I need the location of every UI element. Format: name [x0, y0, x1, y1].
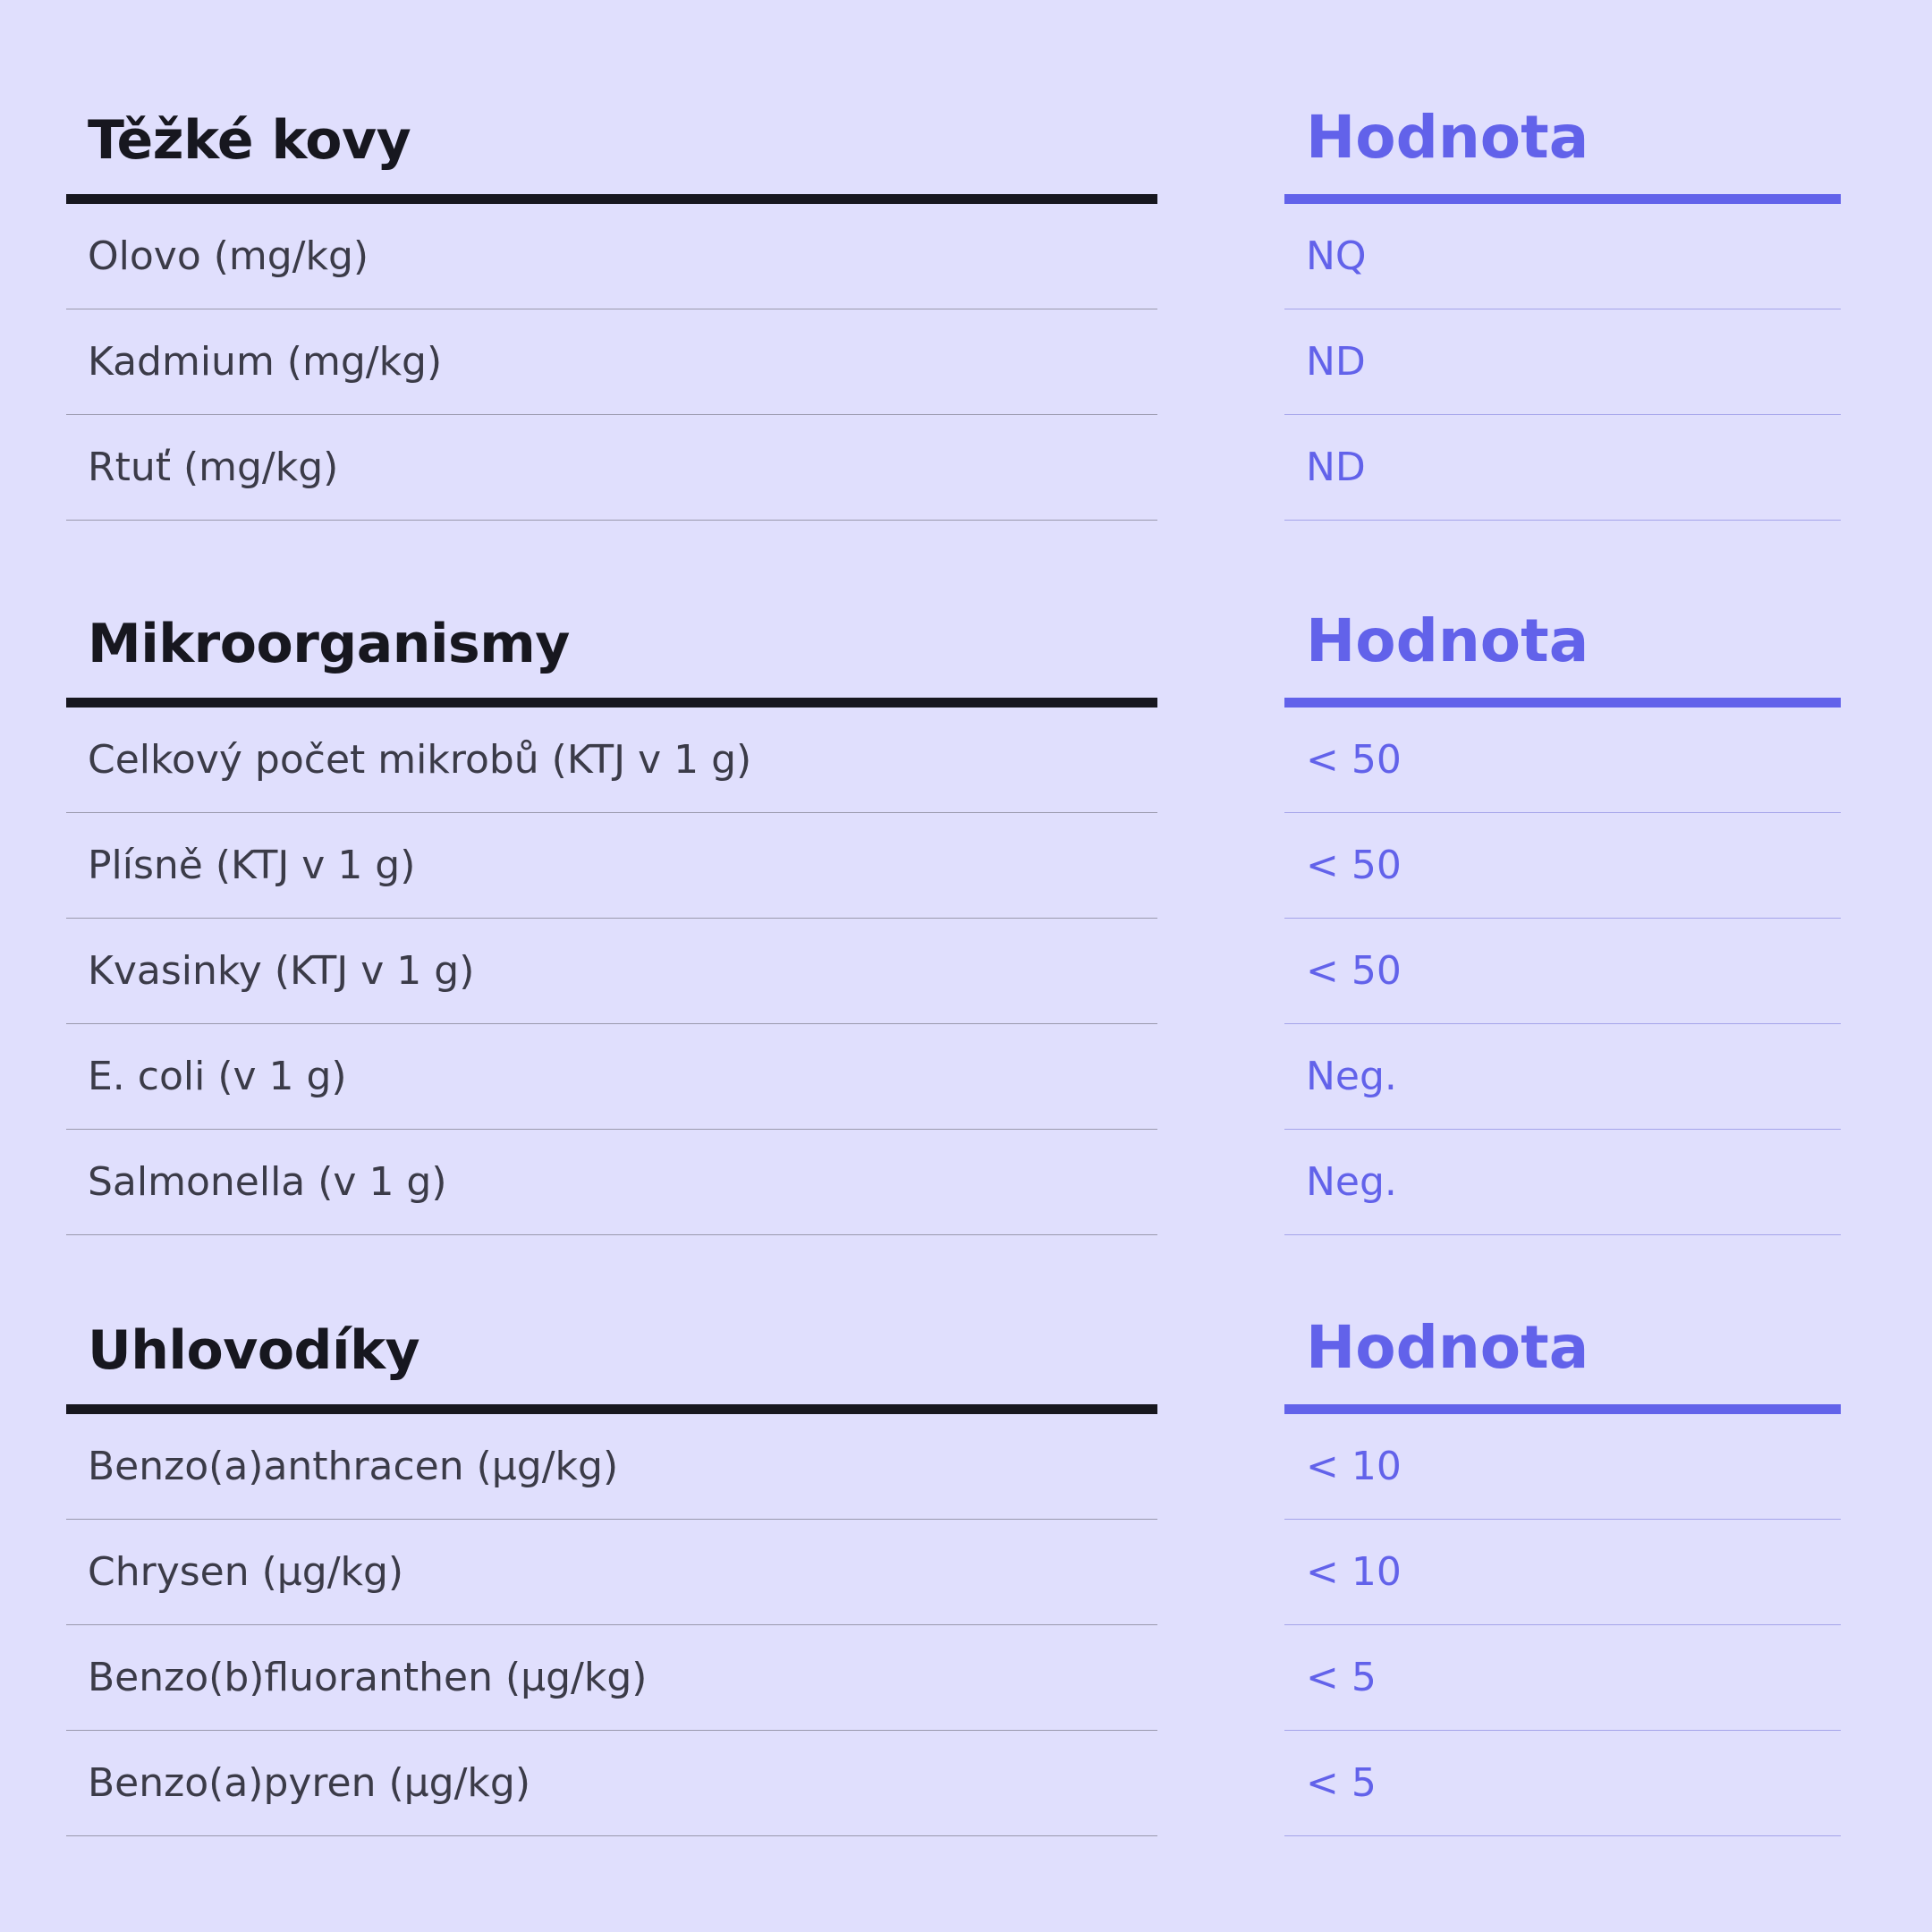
value-row	[1284, 1731, 1841, 1836]
row-value: < 50	[1306, 843, 1402, 888]
value-column-header: Hodnota	[1306, 1313, 1589, 1382]
microorganisms-values	[1284, 571, 1841, 1235]
row-value: NQ	[1306, 233, 1367, 279]
value-row	[1284, 1520, 1841, 1625]
value-row	[1284, 919, 1841, 1024]
heavy-metals-value-header	[1284, 67, 1841, 194]
row-label: Benzo(a)anthracen (µg/kg)	[88, 1444, 619, 1489]
table-row	[66, 813, 1157, 919]
hydrocarbons-header-rule	[66, 1404, 1157, 1414]
value-column-header: Hodnota	[1306, 103, 1589, 172]
value-column-header: Hodnota	[1306, 606, 1589, 675]
row-value: < 10	[1306, 1549, 1402, 1595]
table-row	[66, 309, 1157, 415]
row-label: Benzo(a)pyren (µg/kg)	[88, 1760, 530, 1806]
value-row	[1284, 1130, 1841, 1235]
value-row	[1284, 813, 1841, 919]
row-value: < 50	[1306, 737, 1402, 783]
hydrocarbons-title: Uhlovodíky	[88, 1319, 420, 1382]
value-header-rule	[1284, 1404, 1841, 1414]
row-value: Neg.	[1306, 1054, 1397, 1099]
value-row	[1284, 1625, 1841, 1731]
table-row	[66, 204, 1157, 309]
table-row	[66, 1024, 1157, 1130]
row-value: < 5	[1306, 1655, 1377, 1700]
row-value: ND	[1306, 445, 1366, 490]
heavy-metals-table	[66, 67, 1157, 521]
table-row	[66, 708, 1157, 813]
table-row	[66, 1625, 1157, 1731]
row-label: Kadmium (mg/kg)	[88, 339, 443, 385]
heavy-metals-header-rule	[66, 194, 1157, 204]
hydrocarbons-value-header	[1284, 1277, 1841, 1404]
value-row	[1284, 708, 1841, 813]
microorganisms-header	[66, 571, 1157, 698]
row-label: E. coli (v 1 g)	[88, 1054, 347, 1099]
microorganisms-value-header	[1284, 571, 1841, 698]
value-header-rule	[1284, 194, 1841, 204]
value-row	[1284, 415, 1841, 521]
table-row	[66, 1130, 1157, 1235]
table-row	[66, 415, 1157, 521]
row-value: < 10	[1306, 1444, 1402, 1489]
row-label: Benzo(b)fluoranthen (µg/kg)	[88, 1655, 648, 1700]
table-row	[66, 1731, 1157, 1836]
value-row	[1284, 1414, 1841, 1520]
value-row	[1284, 309, 1841, 415]
row-value: ND	[1306, 339, 1366, 385]
row-label: Kvasinky (KTJ v 1 g)	[88, 948, 475, 994]
table-row	[66, 1414, 1157, 1520]
row-value: Neg.	[1306, 1159, 1397, 1205]
value-row	[1284, 1024, 1841, 1130]
hydrocarbons-table	[66, 1277, 1157, 1836]
heavy-metals-values	[1284, 67, 1841, 521]
hydrocarbons-values	[1284, 1277, 1841, 1836]
value-header-rule	[1284, 698, 1841, 708]
table-row	[66, 1520, 1157, 1625]
value-row	[1284, 204, 1841, 309]
row-label: Olovo (mg/kg)	[88, 233, 369, 279]
heavy-metals-title: Těžké kovy	[88, 109, 411, 172]
hydrocarbons-header	[66, 1277, 1157, 1404]
microorganisms-title: Mikroorganismy	[88, 613, 570, 675]
row-label: Salmonella (v 1 g)	[88, 1159, 447, 1205]
row-label: Plísně (KTJ v 1 g)	[88, 843, 416, 888]
heavy-metals-header	[66, 67, 1157, 194]
table-row	[66, 919, 1157, 1024]
row-label: Rtuť (mg/kg)	[88, 445, 339, 490]
microorganisms-header-rule	[66, 698, 1157, 708]
row-label: Celkový počet mikrobů (KTJ v 1 g)	[88, 737, 752, 783]
row-value: < 50	[1306, 948, 1402, 994]
row-label: Chrysen (µg/kg)	[88, 1549, 404, 1595]
microorganisms-table	[66, 571, 1157, 1235]
row-value: < 5	[1306, 1760, 1377, 1806]
